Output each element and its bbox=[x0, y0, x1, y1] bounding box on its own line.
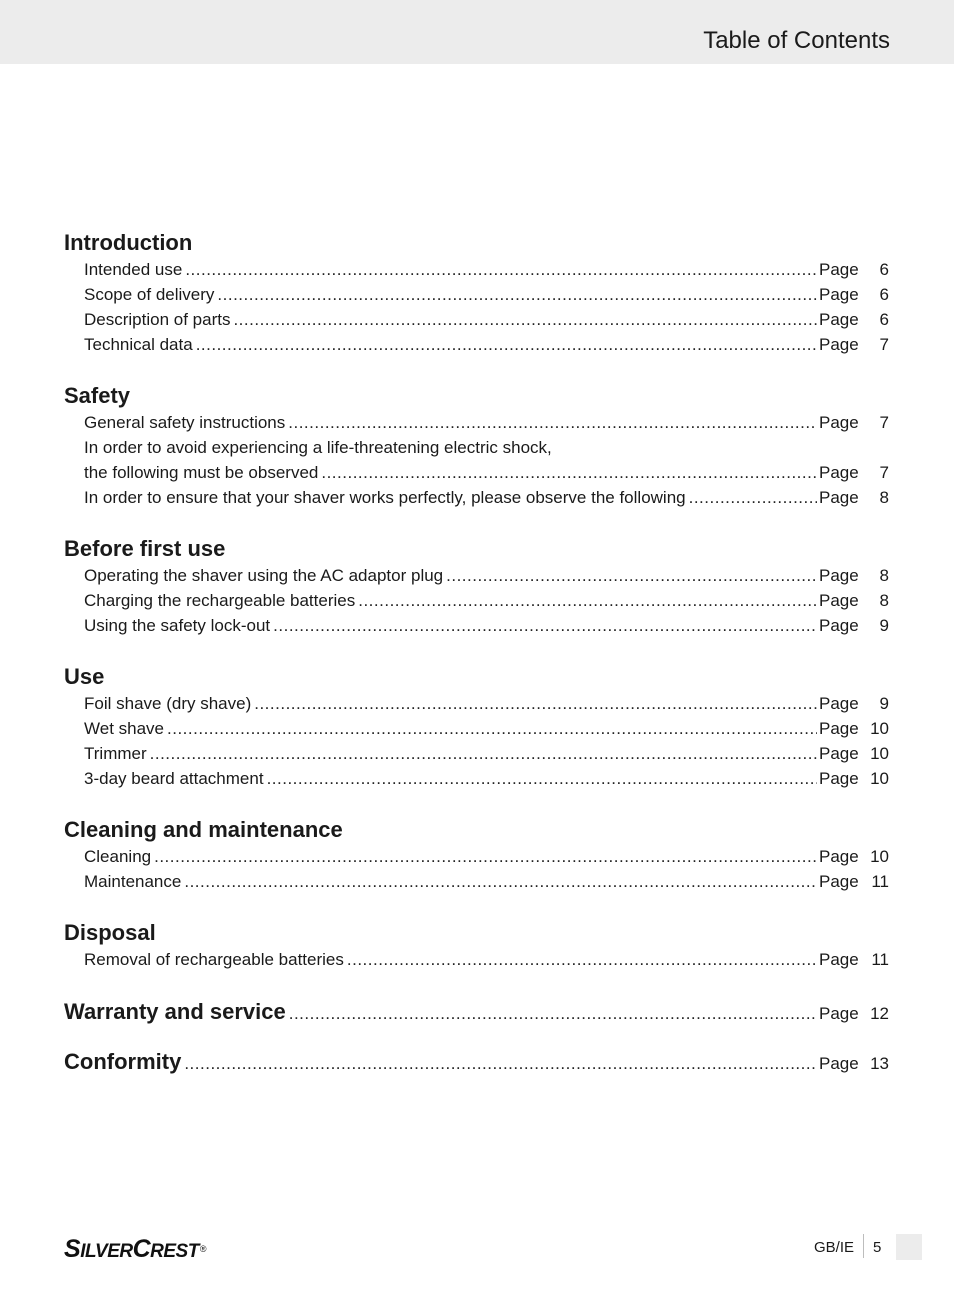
footer-page-number: 5 bbox=[873, 1239, 882, 1256]
page-title: Table of Contents bbox=[703, 27, 890, 54]
table-of-contents bbox=[64, 229, 889, 1077]
toc-entry-wet-shave[interactable]: Wet shave ..... Page 10 bbox=[64, 716, 889, 741]
section-heading-cleaning: Cleaning and maintenance bbox=[64, 817, 343, 842]
toc-entry-3-day-beard[interactable]: 3-day beard attachment ..... Page 10 bbox=[64, 766, 889, 791]
footer-tab-marker bbox=[896, 1234, 922, 1260]
toc-entry-safety-lock-out[interactable]: Using the safety lock-out ..... Page 9 bbox=[64, 613, 889, 638]
toc-entry-ac-adaptor[interactable]: Operating the shaver using the AC adaptor plug ..... Page 8 bbox=[64, 563, 889, 588]
toc-entry-technical-data[interactable]: Technical data ..... Page 7 bbox=[64, 332, 889, 357]
toc-entry-shaver-works-perfectly[interactable]: In order to ensure that your shaver works perfectly, please observe the following ..... Page 8 bbox=[64, 485, 889, 510]
silvercrest-logo: SILVERCREST® bbox=[64, 1235, 206, 1263]
toc-entry-electric-shock-line2[interactable]: the following must be observed ..... Page 7 bbox=[64, 460, 889, 485]
section-heading-introduction: Introduction bbox=[64, 230, 193, 255]
section-heading-before-first-use: Before first use bbox=[64, 536, 226, 561]
toc-entry-description-of-parts[interactable]: Description of parts ..... Page 6 bbox=[64, 307, 889, 332]
toc-entry-general-safety[interactable]: General safety instructions ..... Page 7 bbox=[64, 410, 889, 435]
footer-divider bbox=[863, 1234, 864, 1258]
toc-entry-maintenance[interactable]: Maintenance ..... Page 11 bbox=[64, 869, 889, 894]
toc-entry-foil-shave[interactable]: Foil shave (dry shave) ..... Page 9 bbox=[64, 691, 889, 716]
toc-entry-conformity[interactable]: Conformity ..... Page 13 bbox=[64, 1047, 889, 1077]
section-heading-safety: Safety bbox=[64, 383, 131, 408]
section-heading-use: Use bbox=[64, 664, 105, 689]
toc-entry-warranty-service[interactable]: Warranty and service ..... Page 12 bbox=[64, 997, 889, 1027]
footer-language: GB/IE bbox=[814, 1239, 855, 1256]
section-heading-disposal: Disposal bbox=[64, 920, 156, 945]
toc-entry-cleaning[interactable]: Cleaning ..... Page 10 bbox=[64, 844, 889, 869]
toc-entry-intended-use[interactable]: Intended use ..... Page 6 bbox=[64, 257, 889, 282]
toc-entry-removal-batteries[interactable]: Removal of rechargeable batteries ..... Page 11 bbox=[64, 947, 889, 972]
toc-entry-electric-shock-line1[interactable]: In order to avoid experiencing a life-threatening electric shock, bbox=[84, 438, 552, 457]
toc-entry-charging-batteries[interactable]: Charging the rechargeable batteries ..... Page 8 bbox=[64, 588, 889, 613]
toc-entry-scope-of-delivery[interactable]: Scope of delivery ..... Page 6 bbox=[64, 282, 889, 307]
toc-entry-trimmer[interactable]: Trimmer ..... Page 10 bbox=[64, 741, 889, 766]
